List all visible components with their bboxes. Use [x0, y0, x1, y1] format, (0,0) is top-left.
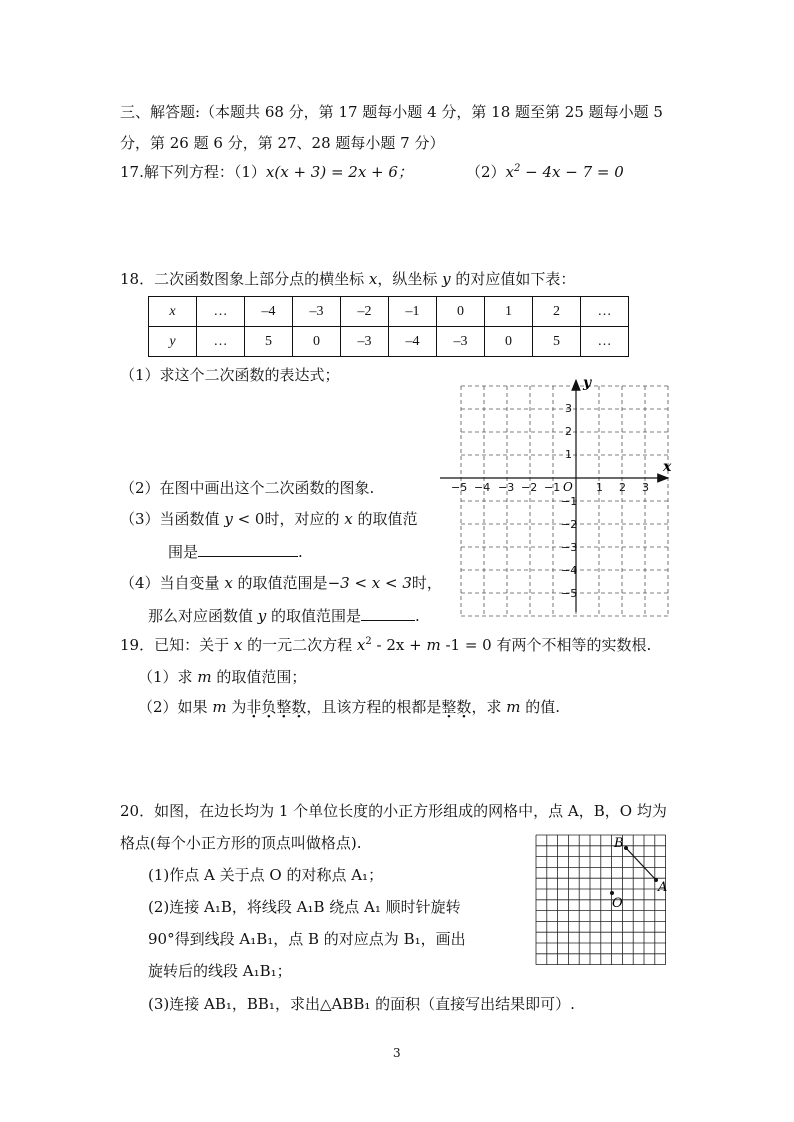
table-cell: … [197, 327, 245, 357]
q18-part-1: （1）求这个二次函数的表达式； [120, 366, 340, 384]
answer-blank[interactable] [198, 542, 298, 557]
q19-p2-e: 的值. [520, 698, 560, 716]
x-tick-label: 2 [619, 481, 626, 494]
y-tick-label: −4 [561, 564, 578, 577]
x-tick-label: −5 [451, 481, 468, 494]
label-o: O [612, 896, 623, 911]
table-row-x [149, 297, 629, 327]
emphasis-char: 负 [261, 698, 277, 716]
q19-part-1 [138, 668, 306, 686]
label-a: A [658, 880, 668, 895]
q19-p2-a: （2）如果 [138, 698, 213, 716]
segment-ab [626, 848, 656, 880]
y-tick-label: −3 [561, 541, 578, 554]
q19-p2-m2: m [506, 698, 521, 716]
table-cell: … [581, 327, 629, 357]
table-cell: –2 [341, 297, 389, 327]
q17-eq2-rest: − 4x − 7 = 0 [520, 163, 624, 181]
q18-p3-x: x [344, 510, 353, 528]
q18-p4-end: . [415, 607, 420, 625]
x-tick-label: 3 [642, 481, 649, 494]
table-cell: –4 [389, 327, 437, 357]
q20-part-2b: 90°得到线段 A₁B₁，点 B 的对应点为 B₁，画出 [148, 930, 466, 948]
solid-grid-lines [536, 835, 666, 965]
table-cell: 5 [533, 327, 581, 357]
y-tick-label: 3 [565, 402, 572, 415]
answer-blank[interactable] [361, 606, 415, 621]
q19-eq-m: m [426, 636, 441, 654]
q20-part-3: (3)连接 AB₁，BB₁，求出△ABB₁ 的面积（直接写出结果即可）. [148, 995, 575, 1013]
q19-intro [120, 636, 651, 654]
q18-p3-e: 围是 [168, 543, 199, 561]
q18-p4-b: 的取值范围是 [232, 574, 328, 592]
q20-line-2: 格点(每个小正方形的顶点叫做格点). [120, 834, 362, 852]
q19-p1-b: 的取值范围； [211, 668, 307, 686]
table-cell: 0 [293, 327, 341, 357]
table-cell: 0 [485, 327, 533, 357]
q18-p4-e: 的取值范围是 [266, 607, 362, 625]
q18-value-table [148, 296, 629, 357]
y-tick-label: 1 [565, 448, 572, 461]
q18-part-3 [120, 510, 417, 528]
table-cell: … [581, 297, 629, 327]
emphasis-char: 非 [246, 698, 262, 716]
table-cell: x [149, 297, 197, 327]
y-tick-label: −2 [561, 518, 578, 531]
y-tick-label: −1 [561, 495, 578, 508]
q18-intro-y: y [442, 270, 451, 288]
q18-p4-a: （4）当自变量 [120, 574, 225, 592]
x-tick-label: −2 [521, 481, 538, 494]
q20-part-2a: (2)连接 A₁B，将线段 A₁B 绕点 A₁ 顺时针旋转 [148, 898, 461, 916]
table-cell: y [149, 327, 197, 357]
q18-p3-c: 时，对应的 [264, 510, 345, 528]
table-cell: –3 [293, 297, 341, 327]
q19-p2-d: ，求 [471, 698, 507, 716]
table-cell: 5 [245, 327, 293, 357]
point-o [610, 891, 614, 895]
table-cell: –4 [245, 297, 293, 327]
emphasis-dotted-text [246, 698, 306, 716]
q18-part-2: （2）在图中画出这个二次函数的图象. [120, 479, 375, 497]
q20-part-1: (1)作点 A 关于点 O 的对称点 A₁； [148, 866, 384, 884]
q18-part-4 [120, 574, 442, 592]
q17-equation-1: x(x + 3) = 2x + 6； [265, 163, 413, 181]
q17-line [120, 163, 413, 181]
y-axis-label: y [583, 375, 592, 391]
q18-p4-x: x [224, 574, 233, 592]
q18-p3-b: < 0 [232, 510, 265, 528]
q18-p3-d: 的取值范 [352, 510, 418, 528]
q20-part-2c: 旋转后的线段 A₁B₁； [148, 962, 292, 980]
q19-intro-b: 的一元二次方程 [242, 636, 357, 654]
table-cell: –1 [389, 297, 437, 327]
emphasis-char: 整 [276, 698, 292, 716]
q19-p2-c: ，且该方程的根都是 [306, 698, 442, 716]
q19-p1-a: （1）求 [138, 668, 198, 686]
q17-equation-2 [506, 163, 624, 181]
q18-part-3-cont [168, 542, 303, 561]
q19-part-2 [138, 698, 560, 716]
q18-intro-a: 18．二次函数图象上部分点的横坐标 [120, 270, 369, 288]
q20-line-1: 20．如图，在边长均为 1 个单位长度的小正方形组成的网格中，点 A，B，O 均为 [120, 802, 667, 820]
table-cell: 2 [533, 297, 581, 327]
page-number: 3 [393, 1046, 401, 1060]
x-tick-label: −4 [474, 481, 491, 494]
table-cell: –3 [437, 327, 485, 357]
q19-eq-x: x [356, 636, 366, 654]
emphasis-char: 数 [456, 698, 472, 716]
table-cell: 1 [485, 297, 533, 327]
x-tick-label: −1 [544, 481, 561, 494]
q19-intro-x: x [233, 636, 243, 654]
q17-part-2-label: （2） [466, 163, 506, 181]
q18-intro-b: ，纵坐标 [377, 270, 443, 288]
point-b [624, 846, 628, 850]
q18-p4-range: −3 < x < 3 [327, 574, 412, 592]
q19-eq-b: - 2x + [371, 636, 427, 654]
origin-label: O [563, 480, 573, 494]
q18-p3-end: . [298, 543, 303, 561]
q18-p3-a: （3）当函数值 [120, 510, 225, 528]
q20-grid-figure [530, 830, 680, 974]
x-axis-label: x [663, 459, 672, 475]
q17-intro: 17.解下列方程：（1） [120, 163, 266, 181]
q19-intro-c: 有两个不相等的实数根. [491, 636, 652, 654]
q19-p2-m: m [212, 698, 227, 716]
q18-intro-c: 的对应值如下表： [450, 270, 576, 288]
emphasis-char: 整 [441, 698, 457, 716]
x-tick-label: 1 [596, 481, 603, 494]
table-cell: … [197, 297, 245, 327]
q19-intro-a: 19．已知：关于 [120, 636, 234, 654]
x-tick-label: −3 [498, 481, 515, 494]
section-line-2: 分，第 26 题 6 分，第 27、28 题每小题 7 分） [120, 134, 445, 152]
q19-p2-b: 为 [226, 698, 247, 716]
q18-part-4-cont [148, 606, 420, 625]
q17-part-2 [466, 163, 624, 181]
table-cell: 0 [437, 297, 485, 327]
q18-intro [120, 270, 575, 288]
table-cell: –3 [341, 327, 389, 357]
y-tick-label: 2 [565, 425, 572, 438]
q18-coordinate-grid [430, 370, 680, 622]
y-tick-label: −5 [561, 587, 578, 600]
q18-p4-d: 那么对应函数值 [148, 607, 258, 625]
q19-eq-c: -1 = 0 [440, 636, 492, 654]
q18-intro-x: x [368, 270, 378, 288]
q18-p3-y: y [224, 510, 233, 528]
q17-eq2-x: x [505, 163, 515, 181]
section-line-1: 三、解答题:（本题共 68 分，第 17 题每小题 4 分，第 18 题至第 25 题每小题 5 [120, 103, 663, 121]
emphasis-dotted-text [441, 698, 471, 716]
q18-p4-c: 时， [411, 574, 442, 592]
q19-eq-exponent: 2 [365, 636, 372, 647]
q17-eq2-exponent: 2 [514, 163, 521, 174]
emphasis-char: 数 [291, 698, 307, 716]
table-row-y [149, 327, 629, 357]
q18-p4-y: y [257, 607, 267, 625]
q19-p1-m: m [197, 668, 212, 686]
label-b: B [614, 836, 624, 851]
